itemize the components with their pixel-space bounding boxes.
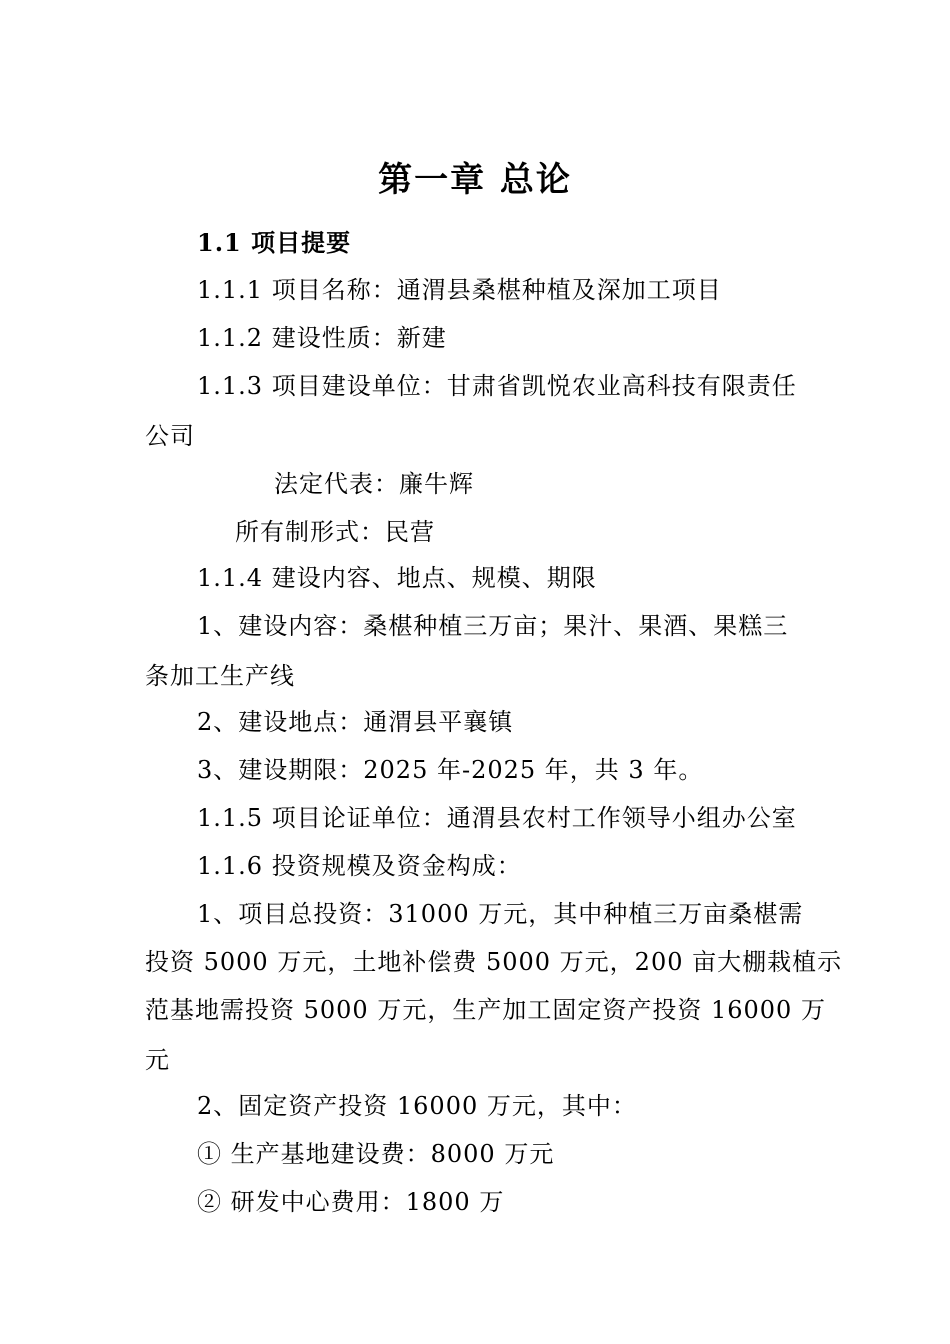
legal-representative-line: 法定代表：廉牛辉 (274, 470, 474, 498)
production-base-cost-line: ① 生产基地建设费：8000 万元 (197, 1140, 555, 1168)
total-investment-line: 1、项目总投资：31000 万元，其中种植三万亩桑椹需 (197, 900, 804, 928)
demonstration-unit-line: 1.1.5 项目论证单位：通渭县农村工作领导小组办公室 (197, 804, 797, 832)
construction-content-line: 1、建设内容：桑椹种植三万亩；果汁、果酒、果糕三 (197, 612, 789, 640)
scope-title-line: 1.1.4 建设内容、地点、规模、期限 (197, 564, 597, 592)
total-investment-line-4: 元 (145, 1046, 170, 1074)
section-heading: 1.1 项目提要 (197, 228, 352, 257)
fixed-assets-line: 2、固定资产投资 16000 万元，其中： (197, 1092, 637, 1120)
construction-nature-line: 1.1.2 建设性质：新建 (197, 324, 447, 352)
construction-period-line: 3、建设期限：2025 年-2025 年，共 3 年。 (197, 756, 704, 784)
project-name-line: 1.1.1 项目名称：通渭县桑椹种植及深加工项目 (197, 276, 722, 304)
rd-center-cost-line: ② 研发中心费用：1800 万 (197, 1188, 505, 1216)
chapter-title: 第一章 总论 (378, 160, 572, 200)
construction-content-line-continued: 条加工生产线 (145, 662, 295, 690)
total-investment-line-2: 投资 5000 万元，土地补偿费 5000 万元，200 亩大棚栽植示 (145, 948, 843, 976)
investment-title-line: 1.1.6 投资规模及资金构成： (197, 852, 522, 880)
construction-unit-line-continued: 公司 (145, 422, 195, 450)
total-investment-line-3: 范基地需投资 5000 万元，生产加工固定资产投资 16000 万 (145, 996, 826, 1024)
ownership-line: 所有制形式：民营 (235, 518, 435, 546)
construction-location-line: 2、建设地点：通渭县平襄镇 (197, 708, 514, 736)
construction-unit-line: 1.1.3 项目建设单位：甘肃省凯悦农业高科技有限责任 (197, 372, 797, 400)
